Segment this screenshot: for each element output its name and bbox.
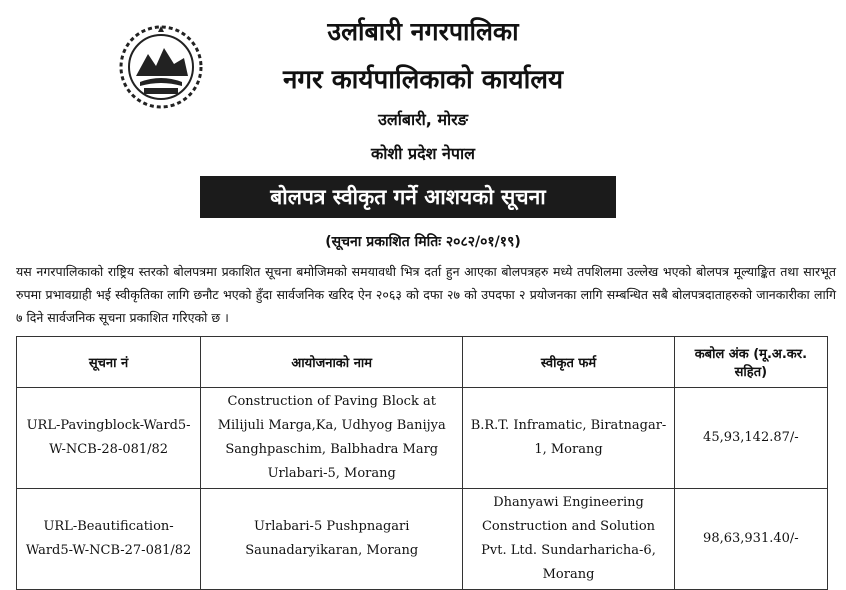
table-header-row: [17, 337, 828, 388]
province-subtitle: कोशी प्रदेश नेपाल: [370, 144, 476, 163]
notice-title: बोलपत्र स्वीकृत गर्ने आशयको सूचना: [270, 185, 546, 209]
header-approved-firm: स्वीकृत फर्म: [463, 337, 674, 388]
cell-notice-no: URL-Beautification-Ward5-W-NCB-27-081/82: [17, 489, 201, 590]
cell-project: Construction of Paving Block at Milijuli Marga,Ka, Udhyog Banijya Sanghpaschim, Balbhadra Marg Urlabari-5, Morang: [201, 388, 463, 489]
municipality-title: उर्लाबारी नगरपालिका: [327, 17, 519, 46]
location-subtitle: उर्लाबारी, मोरङ: [378, 110, 468, 129]
table-row: [17, 388, 828, 489]
publish-date: (सूचना प्रकाशित मितिः २०८२/०१/१९): [325, 234, 521, 250]
header-project-name: आयोजनाको नाम: [201, 337, 463, 388]
table-row: [17, 489, 828, 590]
cell-firm: B.R.T. Inframatic, Biratnagar-1, Morang: [463, 388, 674, 489]
notice-title-banner: [200, 176, 616, 218]
notice-paragraph: यस नगरपालिकाको राष्ट्रिय स्तरको बोलपत्रमा प्रकाशित सूचना बमोजिमको समयावधी भित्र दर्ता हुन आएका बोलपत्रहरु मध्ये तपशिलमा उल्लेख भएको बोलपत्र मूल्याङ्कित तथा सारभूत रुपमा प्रभावग्राही भई स्वीकृतिका लागि छनौट भएको हुँदा सार्वजनिक खरिद ऐन २०६३ को दफा २७ को उपदफा २ प्रयोजनका लागि सम्बन्धित सबै बोलपत्रदाताहरुको जानकारीका लागि ७ दिने सार्वजनिक सूचना प्रकाशित गरिएको छ ।: [16, 264, 836, 325]
cell-amount: 98,63,931.40/-: [674, 489, 827, 590]
header-notice-no: सूचना नं: [17, 337, 201, 388]
cell-firm: Dhanyawi Engineering Construction and Solution Pvt. Ltd. Sundarharicha-6, Morang: [463, 489, 674, 590]
header-bid-amount: कबोल अंक (मू.अ.कर. सहित): [674, 337, 827, 388]
cell-notice-no: URL-Pavingblock-Ward5-W-NCB-28-081/82: [17, 388, 201, 489]
cell-amount: 45,93,142.87/-: [674, 388, 827, 489]
award-table: [16, 336, 828, 590]
cell-project: Urlabari-5 Pushpnagari Saunadaryikaran, Morang: [201, 489, 463, 590]
office-title: नगर कार्यपालिकाको कार्यालय: [282, 65, 564, 95]
